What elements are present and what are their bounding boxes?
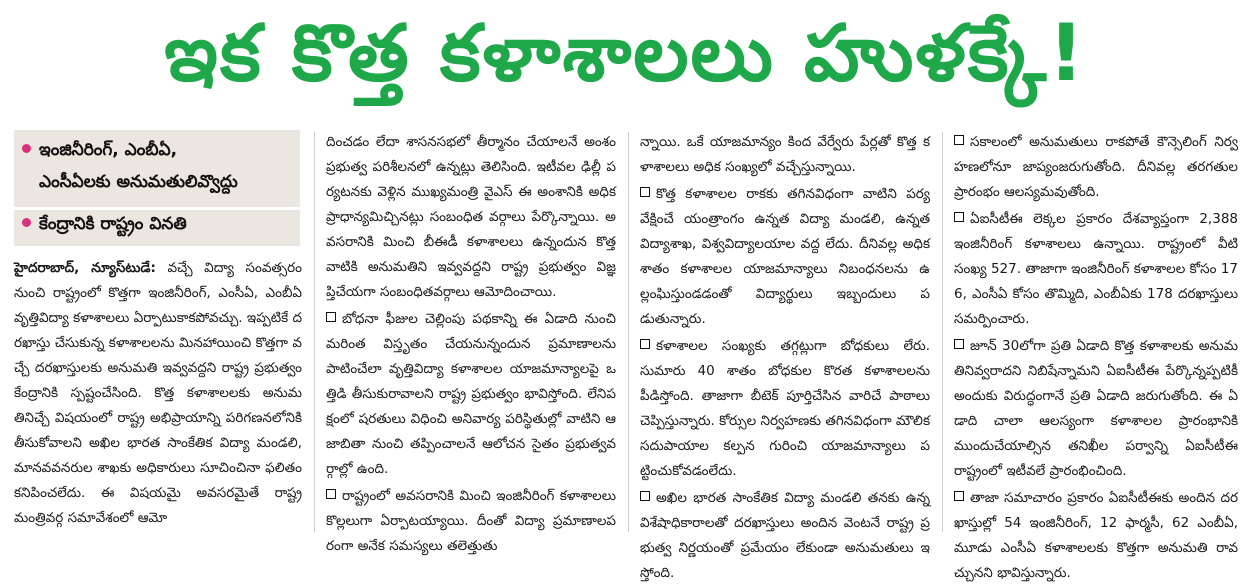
square-bullet-icon xyxy=(954,135,964,145)
column-divider xyxy=(942,132,943,532)
highlight-divider xyxy=(14,207,300,210)
column-2-para-2: బోధనా ఫీజుల చెల్లింపు పథకాన్ని ఈ ఏడాది నుంచి మరింత విస్తృతం చేయనున్నందున ప్రమాణాలను పాటించేలా వృత్తివిద్యా కళాశాలల యాజమాన్యాలపై ఒత్తిడి తీసుకురావాలని రాష్ట్ర ప్రభుత్వం భావిస్తోంది. లేనిపక్షంలో షరతులు విధించి అనివార్య పరిస్థితుల్లో వాటిని ఆ జాబితా నుంచి తప్పించాలనే ఆలోచన సైతం ప్రభుత్వవర్గాల్లో ఉంది. xyxy=(326,311,616,477)
bullet-icon xyxy=(22,144,31,153)
dateline: హైదరాబాద్‌, న్యూస్‌టుడే: xyxy=(14,260,156,276)
highlight-line-3: కేంద్రానికి రాష్ట్రం వినతి xyxy=(22,214,292,238)
article-column-4 xyxy=(954,130,1238,581)
square-bullet-icon xyxy=(954,212,964,222)
column-3-para-4: అఖిల భారత సాంకేతిక విద్యా మండలి తనకు ఉన్న విశేషాధికారాలతో దరఖాస్తులు అందిన వెంటనే రాష్ట్ర ప్రభుత్వ నిర్ణయంతో ప్రమేయం లేకుండా అనుమతులు ఇస్తోంది. xyxy=(640,490,930,581)
column-3-para-2: కొత్త కళాశాలల రాకకు తగినవిధంగా వాటిని పర్యవేక్షించే యంత్రాంగం ఉన్నత విద్యా మండలి, ఉన్నత విద్యాశాఖ, విశ్వవిద్యాలయాల వద్ద లేదు. దీనివల్ల అధికశాతం కళాశాలల యాజమాన్యాలు నిబంధనలను ఉల్లంఘిస్తుండడంతో విద్యార్థులు ఇబ్బందులు పడుతున్నారు. xyxy=(640,186,930,327)
square-bullet-icon xyxy=(640,491,650,501)
column-1-text: హైదరాబాద్‌, న్యూస్‌టుడే: వచ్చే విద్యా సంవత్సరం నుంచి రాష్ట్రంలో కొత్తగా ఇంజినీరింగ్‌, ఎంసీఏ, ఎంబీఏ వృత్తివిద్యా కళాశాలలు ఏర్పాటుకాకపోవచ్చు. ఇప్పటికే దరఖాస్తు చేసుకున్న కళాశాలలను మినహాయించి కొత్తగా వచ్చే దరఖాస్తులకు అనుమతి ఇవ్వవద్దని రాష్ట్ర ప్రభుత్వం కేంద్రానికి స్పష్టంచేసింది. కొత్త కళాశాలలకు అనుమతినిచ్చే విషయంలో రాష్ట్ర అభిప్రాయాన్ని పరిగణనలోనికి తీసుకోవాలని అఖిల భారత సాంకేతిక విద్యా మండలి, మానవవనరుల శాఖకు అధికారులు సూచించినా ఫలితం కనిపించలేదు. ఈ విషయమై అవసరమైతే రాష్ట్ర మంత్రివర్గ సమావేశంలో ఆమో xyxy=(14,260,302,526)
square-bullet-icon xyxy=(640,339,650,349)
column-3-para-3: కళాశాలల సంఖ్యకు తగ్గట్లుగా బోధకులు లేరు. సుమారు 40 శాతం బోధకుల కొరత కళాశాలలను పీడిస్తోంది. తాజాగా బీటెక్‌ పూర్తిచేసిన వారిచే పాఠాలు చెప్పిస్తున్నారు. కోర్సుల నిర్వహణకు తగినవిధంగా మౌలిక సదుపాయాల కల్పన గురించి యాజమాన్యాలు పట్టించుకోవడంలేదు. xyxy=(640,338,930,479)
column-3-para-1: న్నాయి. ఒకే యాజమాన్యం కింద వేర్వేరు పేర్లతో కొత్త కళాశాలలు అధిక సంఖ్యలో వచ్చేస్తున్నాయి. xyxy=(640,134,930,175)
column-2-para-1: దించడం లేదా శాసనసభలో తీర్మానం చేయాలనే అంశం ప్రభుత్వ పరిశీలనలో ఉన్నట్లు తెలిసింది. ఇటీవల ఢిల్లీ పర్యటనకు వెళ్లిన ముఖ్యమంత్రి వైఎస్‌ ఈ అంశానికి అధిక ప్రాధాన్యమిచ్చినట్లు సంబంధిత వర్గాలు పేర్కొన్నాయి. అవసరానికి మించి బీఈడీ కళాశాలలు ఉన్నందున కొత్త వాటికి అనుమతిని ఇవ్వవద్దని రాష్ట్ర ప్రభుత్వం విజ్ఞప్తిచేయగా సంబంధితవర్గాలు ఆమోదించాయి. xyxy=(326,134,616,300)
column-divider xyxy=(628,132,629,532)
headline: ఇక కొత్త కళాశాలలు హుళక్కే! xyxy=(164,8,1086,99)
highlight-line-1: ఇంజినీరింగ్‌, ఎంబీఏ, xyxy=(22,140,292,164)
column-4-para-2: ఏఐసీటీఈ లెక్కల ప్రకారం దేశవ్యాప్తంగా 2,388 ఇంజినీరింగ్‌ కళాశాలలు ఉన్నాయి. రాష్ట్రంలో వీటి సంఖ్య 527. తాజాగా ఇంజినీరింగ్‌ కళాశాలల కోసం 176, ఎంసీఏ కోసం తొమ్మిది, ఎంబీఏకు 178 దరఖాస్తులు సమర్పించారు. xyxy=(954,211,1238,327)
column-2-para-3: రాష్ట్రంలో అవసరానికి మించి ఇంజినీరింగ్‌ కళాశాలలు కొల్లలుగా ఏర్పాటయ్యాయి. దీంతో విద్యా ప్రమాణాలపరంగా అనేక సమస్యలు తలెత్తుతు xyxy=(326,488,616,554)
column-divider xyxy=(314,132,315,532)
square-bullet-icon xyxy=(640,187,650,197)
article-column-3 xyxy=(640,130,930,581)
bullet-icon xyxy=(22,218,31,227)
square-bullet-icon xyxy=(954,339,964,349)
square-bullet-icon xyxy=(326,312,336,322)
square-bullet-icon xyxy=(326,489,336,499)
article-column-2 xyxy=(326,130,616,554)
square-bullet-icon xyxy=(954,491,964,501)
column-4-para-1: సకాలంలో అనుమతులు రాకపోతే కౌన్సెలింగ్‌ నిర్వహణలోనూ జాప్యంజరుగుతోంది. దీనివల్ల తరగతుల ప్రారంభం ఆలస్యమవుతోంది. xyxy=(954,134,1238,200)
article-column-1 xyxy=(14,256,302,534)
highlight-line-2: ఎంసీఏలకు అనుమతులివ్వొద్దు xyxy=(39,172,238,192)
column-4-para-4: తాజా సమాచారం ప్రకారం ఏఐసీటీఈకు అందిన దరఖాస్తుల్లో 54 ఇంజినీరింగ్‌, 12 ఫార్మసీ, 62 ఎంబీఏ, మూడు ఎంసీఏ కళాశాలలకు కొత్తగా అనుమతి రావచ్చునని భావిస్తున్నారు. xyxy=(954,490,1238,581)
column-4-para-3: జూన్‌ 30లోగా ప్రతి ఏడాది కొత్త కళాశాలకు అనుమతినివ్వరాదని నిబిషేన్నామని ఏఐసీటీఈ పేర్కొన్నప్పటికీ అందుకు విరుద్ధంగానే ప్రతి ఏడాది జరుగుతోంది. ఈ ఏడాది చాలా ఆలస్యంగా కళాశాలల ప్రారంభానికి ముందుచేయాల్సిన తనిఖీల పర్వాన్ని ఏఐసీటీఈ రాష్ట్రంలో ఇటీవలే ప్రారంభించింది. xyxy=(954,338,1238,479)
